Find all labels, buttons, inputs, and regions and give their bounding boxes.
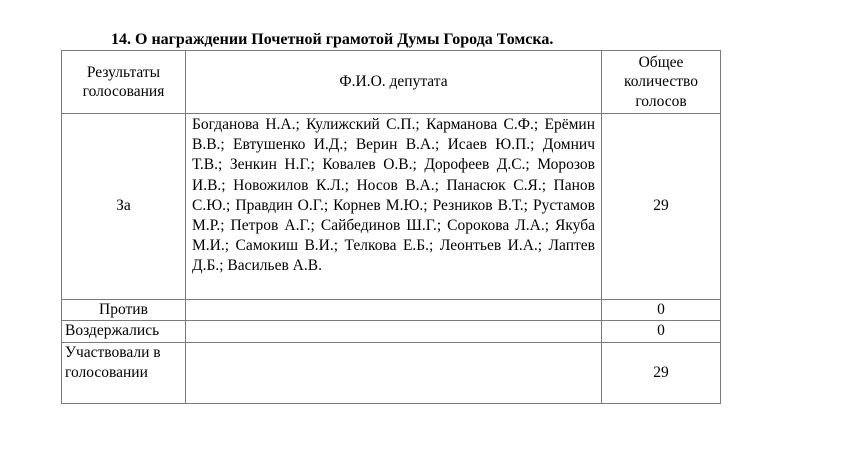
deputy-names <box>186 300 602 321</box>
table-row-participated <box>62 342 721 403</box>
table-row-against <box>62 300 721 321</box>
deputy-names <box>186 321 602 342</box>
result-label: Участвовали в голосовании <box>62 342 186 403</box>
deputy-names: Богданова Н.А.; Кулижский С.П.; Карманова С.Ф.; Ерёмин В.В.; Евтушенко И.Д.; Верин В.А.; Исаев Ю.П.; Домнич Т.В.; Зенкин Н.Г.; Ковалев О.В.; Дорофеев Д.С.; Морозов И.В.; Новожилов К.Л.; Носов В.А.; Панасюк С.Я.; Панов С.Ю.; Правдин О.Г.; Корнев М.Ю.; Резников В.Т.; Рустамов М.Р.; Петров А.Г.; Сайбединов Ш.Г.; Сорокова Л.А.; Якуба М.И.; Самокиш В.И.; Телкова Е.Б.; Леонтьев И.А.; Лаптев Д.Б.; Васильев А.В. <box>186 114 602 300</box>
result-label: Против <box>62 300 186 321</box>
deputy-names <box>186 342 602 403</box>
result-label: Воздержались <box>62 321 186 342</box>
vote-count: 29 <box>602 114 721 300</box>
header-deputy-name: Ф.И.О. депутата <box>186 51 602 114</box>
table-row-for <box>62 114 721 300</box>
table-row-abstained <box>62 321 721 342</box>
header-voting-results: Результаты голосования <box>62 51 186 114</box>
header-total-votes: Общее количество голосов <box>602 51 721 114</box>
table-header-row <box>62 51 721 114</box>
voting-results-table <box>61 50 721 404</box>
vote-count: 0 <box>602 300 721 321</box>
section-heading: 14. О награждении Почетной грамотой Думы Города Томска. <box>111 31 554 48</box>
vote-count: 0 <box>602 321 721 342</box>
result-label: За <box>62 114 186 300</box>
vote-count: 29 <box>602 342 721 403</box>
